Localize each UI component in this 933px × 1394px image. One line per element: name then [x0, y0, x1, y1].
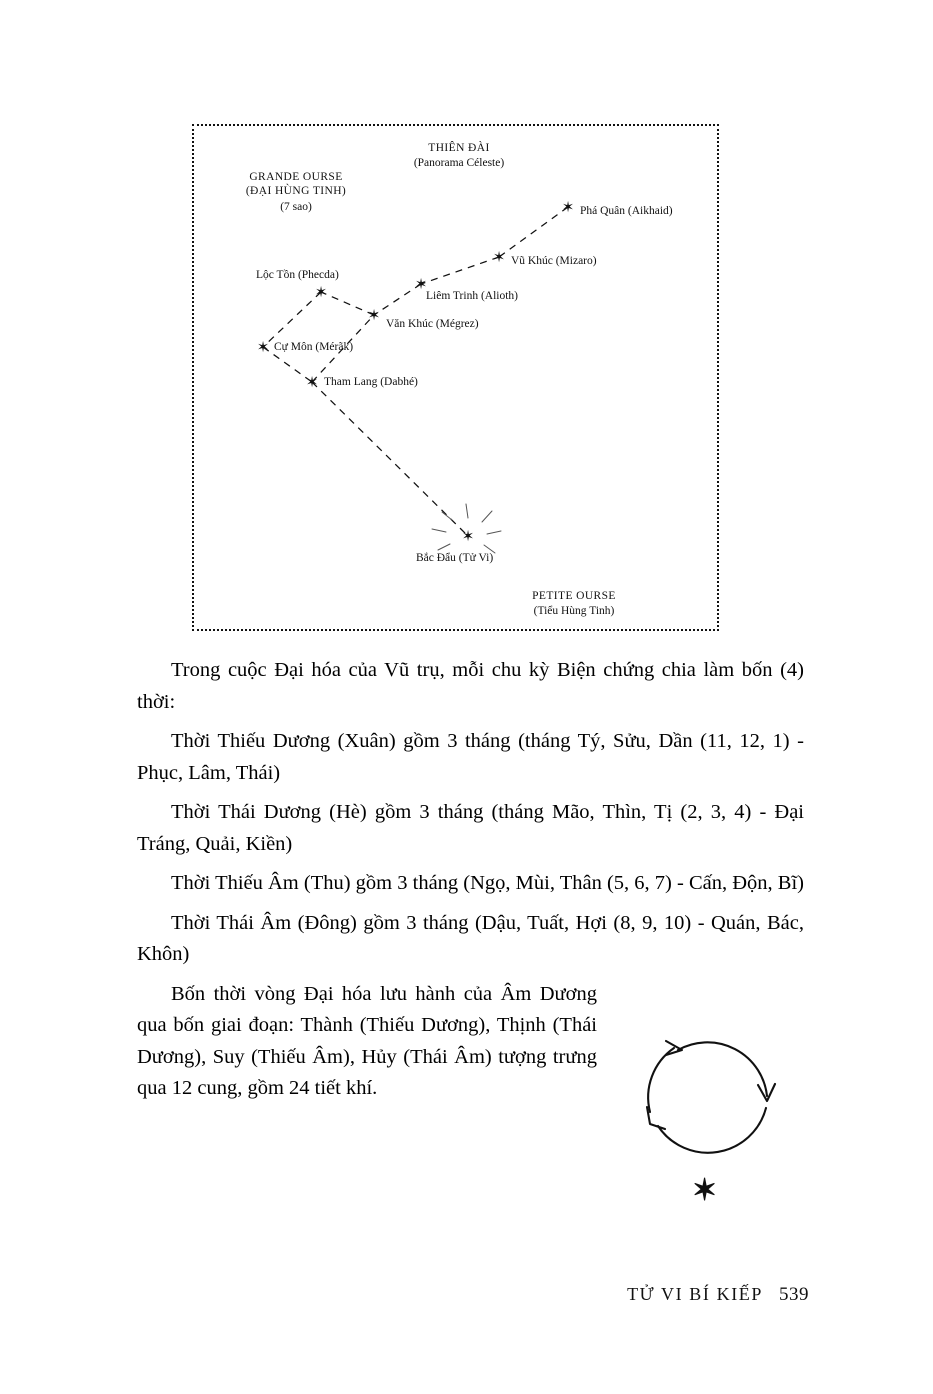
star-label-liem-trinh: Liêm Trinh (Alioth): [426, 290, 519, 302]
page-footer: [627, 1284, 809, 1306]
svg-text:✶: ✶: [414, 277, 428, 293]
star-label-bac-dau: Bắc Đẩu (Tử Vi): [416, 552, 494, 564]
figure-title-fr: (Panorama Céleste): [413, 157, 505, 169]
star-label-cu-mon: Cự Môn (Mérãk): [274, 341, 354, 353]
footer-book-title: TỬ VI BÍ KIẾP: [627, 1284, 763, 1304]
cycle-diagram: [630, 1028, 790, 1218]
figure-title-vi: THIÊN ĐÀI: [428, 142, 490, 154]
page-number: 539: [779, 1284, 809, 1305]
svg-text:✶: ✶: [367, 308, 381, 324]
tieu-hung-tinh-label: (Tiểu Hùng Tinh): [533, 605, 615, 617]
cycle-star-glyph: ✶: [692, 1174, 718, 1207]
svg-text:✶: ✶: [256, 340, 270, 356]
svg-text:✶: ✶: [461, 529, 475, 545]
petite-ourse-label: PETITE OURSE: [532, 590, 616, 602]
star-label-pha-quan: Phá Quân (Aikhaid): [580, 205, 673, 217]
star-label-loc-ton: Lộc Tồn (Phecda): [256, 269, 339, 281]
paragraph-6: Bốn thời vòng Đại hóa lưu hành của Âm Dương qua bốn giai đoạn: Thành (Thiếu Dương), Thịnh (Thái Dương), Suy (Thiếu Âm), Hủy (Thái Âm) tượng trưng qua 12 cung, gồm 24 tiết khí.: [137, 982, 597, 1099]
paragraph-5: Thời Thái Âm (Đông) gồm 3 tháng (Dậu, Tuất, Hợi (8, 9, 10) - Quán, Bác, Khôn): [137, 911, 804, 965]
paragraph-3: Thời Thái Dương (Hè) gồm 3 tháng (tháng Mão, Thìn, Tị (2, 3, 4) - Đại Tráng, Quải, Kiền): [137, 801, 804, 855]
paragraph-2: Thời Thiếu Dương (Xuân) gồm 3 tháng (tháng Tý, Sửu, Dần (11, 12, 1) - Phục, Lâm, Thái): [137, 730, 804, 784]
constellation-figure: [192, 124, 719, 631]
cycle-arrows: [630, 1028, 790, 1178]
paragraph-4: Thời Thiếu Âm (Thu) gồm 3 tháng (Ngọ, Mùi, Thân (5, 6, 7) - Cấn, Độn, Bĩ): [171, 872, 804, 894]
seven-stars-label: (7 sao): [280, 201, 312, 213]
dai-hung-tinh-label: (ĐẠI HÙNG TINH): [245, 185, 347, 197]
svg-text:✶: ✶: [492, 250, 506, 266]
svg-text:✶: ✶: [561, 200, 575, 216]
grande-ourse-label: GRANDE OURSE: [249, 171, 343, 183]
svg-text:✶: ✶: [314, 285, 328, 301]
star-label-vu-khuc: Vũ Khúc (Mizaro): [511, 255, 597, 267]
star-label-tham-lang: Tham Lang (Dabhé): [324, 376, 418, 388]
svg-text:✶: ✶: [305, 375, 319, 391]
star-label-van-khuc: Văn Khúc (Mégrez): [386, 318, 479, 330]
paragraph-1: Trong cuộc Đại hóa của Vũ trụ, mỗi chu kỳ Biện chứng chia làm bốn (4) thời:: [137, 659, 804, 713]
